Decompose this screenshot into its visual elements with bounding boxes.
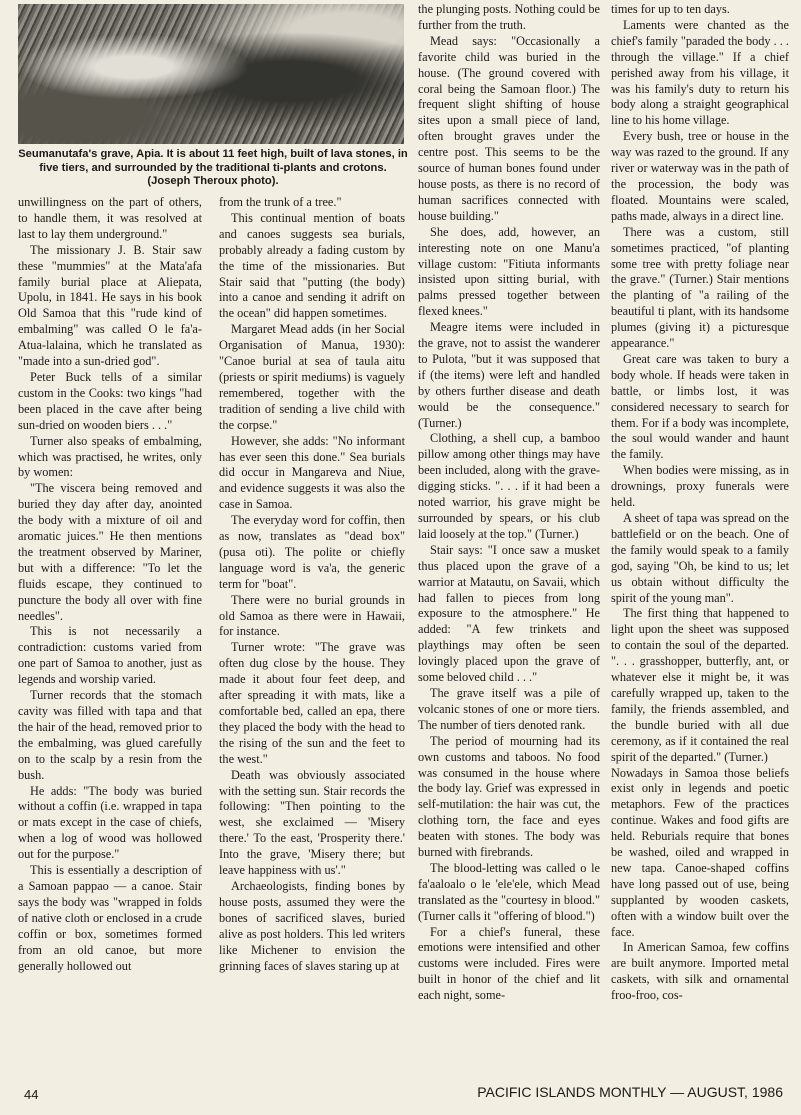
paragraph: Turner also speaks of embalming, which was practised, he writes, only by women:	[18, 433, 202, 480]
paragraph: the plunging posts. Nothing could be further from the truth.	[418, 2, 600, 32]
paragraph: Margaret Mead adds (in her Social Organisation of Manua, 1930): "Canoe burial at sea of taula aitu (priests or spirit mediums) is vaguely remembered, together with the tradition of sending a live child with the corpse."	[219, 322, 405, 432]
paragraph: This is essentially a description of a Samoan pappao — a canoe. Stair says the body was "wrapped in folds of native cloth or enclosed in a crude coffin or box, sometimes formed from an old canoe, but more generally hollowed out	[18, 863, 202, 973]
paragraph: Meagre items were included in the grave, not to assist the wanderer to Pulota, "but it was supposed that if (the items) were left and handled by others further disease and death would be the consequence." (Turner.)	[418, 320, 600, 430]
paragraph: She does, add, however, an interesting note on one Manu'a village custom: "Fitiuta informants insisted upon sitting burial, with palms pressed together between flexed knees."	[418, 224, 600, 319]
running-footer: PACIFIC ISLANDS MONTHLY — AUGUST, 1986	[477, 1084, 783, 1100]
paragraph: The missionary J. B. Stair saw these "mummies" at the Mata'afa family burial place at Aliepata, Upolu, in 1841. He says in his book Old Samoa that this "rude kind of embalming" was called O le fa'a-Atua-lalaina, which he translated as "made into a sun-dried god".	[18, 242, 202, 369]
paragraph: He adds: "The body was buried without a coffin (i.e. wrapped in tapa or mats except in the case of chiefs, when a log of wood was hollowed out for the purpose."	[18, 783, 202, 862]
paragraph: Turner wrote: "The grave was often dug close by the house. They made it about four feet deep, and after spreading it with mats, like a comfortable bed, called an epa, there they placed the body with the head to the rising of the sun and the feet to the west."	[219, 640, 405, 766]
photo-caption: Seumanutafa's grave, Apia. It is about 11 feet high, built of lava stones, in five tiers, and surrounded by the traditional ti-plants and crotons. (Joseph Theroux photo).	[18, 148, 408, 187]
paragraph: Stair says: "I once saw a musket thus placed upon the grave of a warrior at Matautu, on Savaii, which had fallen to pieces from long exposure to the atmosphere." He added: "A few trinkets and playthings may often be seen lovingly placed upon the grave of some beloved child . . ."	[418, 542, 600, 685]
column-4	[611, 2, 789, 1004]
paragraph: Laments were chanted as the chief's family "paraded the body . . . through the village." If a chief perished away from his village, it was his family's duty to return his body along a straight geographical line to his home village.	[611, 17, 789, 128]
paragraph: A sheet of tapa was spread on the battlefield or on the beach. One of the family would speak to a family god, saying "Oh, be kind to us; let us obtain without difficulty the spirit of the young man".	[611, 511, 789, 605]
paragraph: "The viscera being removed and buried they day after day, anointed the body with a mixture of oil and aromatic juices." He then mentions the treatment observed by Mariner, but with a difference: "To let the fluids escape, they continued to puncture the body all over with fine needles".	[18, 481, 202, 623]
column-2	[219, 195, 405, 974]
paragraph: The blood-letting was called o le fa'aaloalo o le 'ele'ele, which Mead translated as the "courtesy in blood." (Turner calls it "offering of blood.")	[418, 860, 600, 923]
paragraph: times for up to ten days.	[611, 2, 730, 16]
paragraph: Peter Buck tells of a similar custom in the Cooks: two kings "had been placed in the cave after being sun-dried on wooden biers . . ."	[18, 369, 202, 432]
paragraph: This continual mention of boats and canoes suggests sea burials, probably already a fading custom by the time of the missionaries. But Stair said that "putting (the body) into a canoe and sending it adrift on the ocean" did happen sometimes.	[219, 210, 405, 321]
paragraph: However, she adds: "No informant has ever seen this done." Sea burials did occur in Mangareva and Niue, and evidence suggests it was also the case in Samoa.	[219, 433, 405, 512]
paragraph: The grave itself was a pile of volcanic stones of one or more tiers. The number of tiers denoted rank.	[418, 685, 600, 732]
paragraph: When bodies were missing, as in drownings, proxy funerals were held.	[611, 463, 789, 510]
paragraph: unwillingness on the part of others, to handle them, it was resolved at last to lay them underground."	[18, 195, 202, 241]
paragraph: For a chief's funeral, these emotions were intensified and other customs were included. Fires were built in honor of the chief and lit each night, some-	[418, 924, 600, 1003]
paragraph: Every bush, tree or house in the way was razed to the ground. If any river or waterway was in the path of the procession, the body was floated. Mountains were scaled, paths made, always in a direct line.	[611, 129, 789, 223]
paragraph: Mead says: "Occasionally a favorite child was buried in the house. (The ground covered with coral being the Samoan floor.) The frequent slight shifting of house sites upon a small piece of land, often brought graves under the centre post. This seems to be the source of human bones found under house posts, as there is no record of human sacrifices connected with house building."	[418, 33, 600, 223]
paragraph: This is not necessarily a contradiction: customs varied from one part of Samoa to another, just as legends and worship varied.	[18, 624, 202, 687]
paragraph: Death was obviously associated with the setting sun. Stair records the following: "Then pointing to the west, she exclaimed — 'Misery there.' To the east, 'Prosperity there.' Into the grave, 'Misery there; but leave happiness with us'."	[219, 767, 405, 878]
paragraph: There were no burial grounds in old Samoa as there were in Hawaii, for instance.	[219, 592, 405, 639]
page-number: 44	[24, 1087, 39, 1102]
paragraph: Archaeologists, finding bones by house posts, assumed they were the bones of sacrificed slaves, buried alive as post holders. This led writers like Michener to envision the grinning faces of slaves staring up at	[219, 878, 405, 973]
paragraph: Clothing, a shell cup, a bamboo pillow among other things may have been included, along with the grave-digging sticks. ". . . if it had been a noted warrior, his grave might be surrounded by spears, or his club laid loosely at the top." (Turner.)	[418, 431, 600, 541]
column-1	[18, 195, 202, 974]
paragraph: The everyday word for coffin, then as now, translates as "dead box" (pusa oti). The polite or chiefly language word is va'a, the generic term for "boat".	[219, 513, 405, 591]
column-3	[418, 2, 600, 1004]
paragraph: Great care was taken to bury a body whole. If heads were taken in battle, or limbs lost, it was considered necessary to search for them. For if a body was incomplete, the soul would wander and haunt the family.	[611, 351, 789, 462]
paragraph: There was a custom, still sometimes practiced, "of planting some tree with pretty foliage near the grave." (Turner.) Stair mentions the planting of "a railing of the beautiful ti plant, with its handsome plumes (giving it) a picturesque appearance."	[611, 224, 789, 351]
paragraph: The period of mourning had its own customs and taboos. No food was consumed in the house where the body lay. Grief was expressed in self-mutilation: the hair was cut, the clothing torn, the face and eyes beaten with stones. The body was burned with firebrands.	[418, 733, 600, 860]
paragraph: The first thing that happened to light upon the sheet was supposed to contain the soul of the departed. ". . . grasshopper, butterfly, ant, or whatever else it might be, it was carefully wrapped up, taken to the family, the friends assembled, and the bundle buried with all due ceremony, as if it contained the real spirit of the departed." (Turner.)	[611, 606, 789, 764]
paragraph: Nowadays in Samoa those beliefs exist only in legends and poetic metaphors. Few of the practices continue. Wakes and food gifts are held. Reburials require that bones be washed, oiled and wrapped in new tapa. Canoe-shaped coffins have long passed out of use, being supplanted by wooden caskets, often with a window built over the face.	[611, 765, 789, 939]
paragraph: from the trunk of a tree."	[219, 195, 342, 209]
grave-photo	[18, 4, 404, 144]
paragraph: Turner records that the stomach cavity was filled with tapa and that the hair of the head, removed prior to the embalming, was glued carefully on to the scalp by a resin from the bush.	[18, 688, 202, 782]
paragraph: In American Samoa, few coffins are built anymore. Imported metal caskets, with silk and ornamental froo-froo, cos-	[611, 940, 789, 1003]
